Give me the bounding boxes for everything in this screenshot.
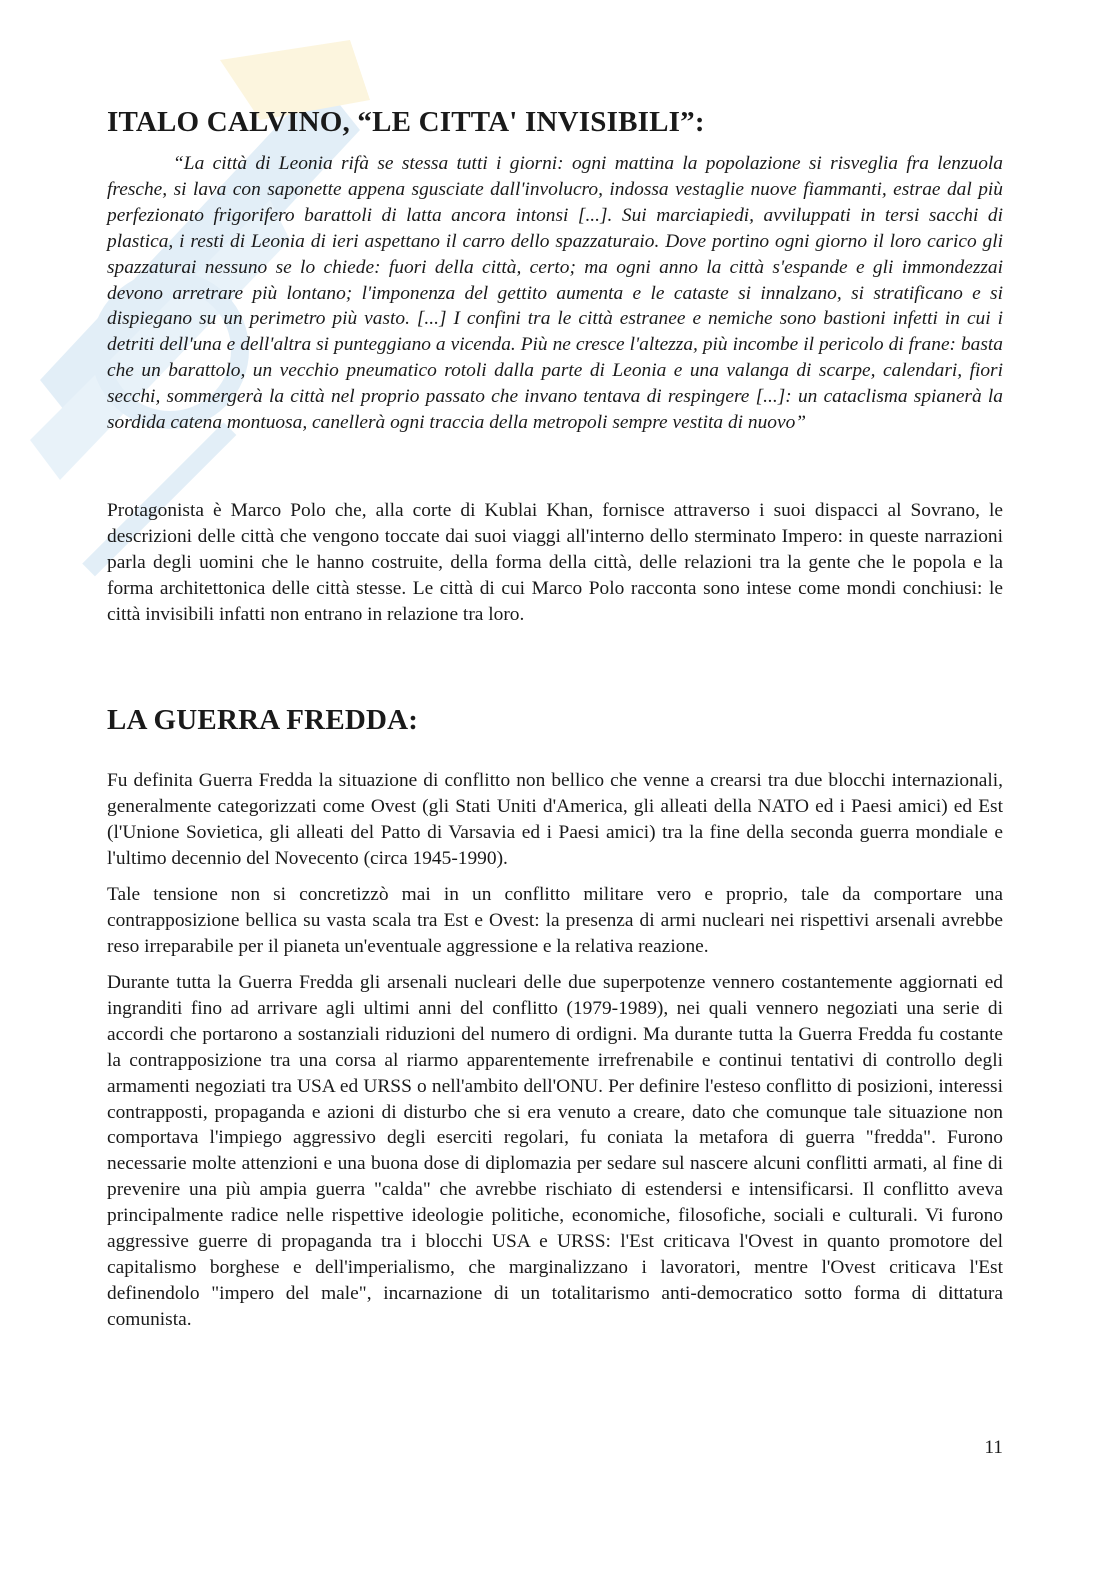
guerra-fredda-paragraph-2: Tale tensione non si concretizzò mai in un conflitto militare vero e proprio, tale da comportare una contrapposizione bellica su vasta scala tra Est e Ovest: la presenza di armi nucleari nei rispettivi arsenali avrebbe reso irreparabile per il pianeta un'eventuale aggressione e la relativa reazione. — [107, 884, 1003, 957]
page-number: 11 — [984, 1437, 1003, 1458]
guerra-fredda-paragraph-1: Fu definita Guerra Fredda la situazione di conflitto non bellico che venne a crearsi tra due blocchi internazionali, generalmente categorizzati come Ovest (gli Stati Uniti d'America, gli alleati della NATO ed i Paesi amici) ed Est (l'Unione Sovietica, gli alleati del Patto di Varsavia ed i Paesi amici) tra la fine della seconda guerra mondiale e l'ultimo decennio del Novecento (circa 1945-1990). — [107, 770, 1003, 869]
calvino-paragraph: Protagonista è Marco Polo che, alla corte di Kublai Khan, fornisce attraverso i suoi dispacci al Sovrano, le descrizioni delle città che vengono toccate dai suoi viaggi all'interno dello sterminato Impero: in queste narrazioni parla degli uomini che le hanno costruite, della forma della città, delle relazioni tra la gente che le popola e la forma architettonica delle città stesse. Le città di cui Marco Polo racconta sono intese come mondi conchiusi: le città invisibili infatti non entrano in relazione tra loro. — [107, 500, 1003, 625]
calvino-quote: “La città di Leonia rifà se stessa tutti i giorni: ogni mattina la popolazione si risveglia fra lenzuola fresche, si lava con saponette appena sgusciate dall'involucro, indossa vestaglie nuove fiammanti, estrae dal più perfezionato frigorifero barattoli di latta ancora intonsi [...]. Sui marciapiedi, avviluppati in tersi sacchi di plastica, i resti di Leonia di ieri aspettano il carro dello spazzaturaio. Dove portino ogni giorno il loro carico gli spazzaturai nessuno se lo chiede: fuori della città, certo; ma ogni anno la città s'espande e gli immondezzai devono arretrare più lontano; l'imponenza del gettito aumenta e le cataste si innalzano, si stratificano e si dispiegano su un perimetro più vasto. [...] I confini tra le città estranee e nemiche sono bastioni infetti in cui i detriti dell'una e dell'altra si punteggiano a vicenda. Più ne cresce l'altezza, più incombe il pericolo di frane: basta che un barattolo, un vecchio pneumatico rotoli dalla parte di Leonia e una valanga di scarpe, calendari, fiori secchi, sommergerà la città nel proprio passato che invano tentava di respingere [...]: un cataclisma spianerà la sordida catena montuosa, canellerà ogni traccia della metropoli sempre vestita di nuovo” — [107, 153, 1003, 434]
guerra-fredda-paragraph-3: Durante tutta la Guerra Fredda gli arsenali nucleari delle due superpotenze vennero costantemente aggiornati ed ingranditi fino ad arrivare agli ultimi anni del conflitto (1979-1989), nei quali vennero negoziati una serie di accordi che portarono a sostanziali riduzioni del numero di ordigni. Ma durante tutta la Guerra Fredda fu costante la contrapposizione tra una corsa al riarmo apparentemente irrefrenabile e continui tentativi di controllo degli armamenti negoziati tra USA ed URSS o nell'ambito dell'ONU. Per definire l'esteso conflitto di posizioni, interessi contrapposti, propaganda e azioni di disturbo che si era venuto a creare, dato che comunque tale situazione non comportava l'impiego aggressivo degli eserciti regolari, fu coniata la metafora di guerra "fredda". Furono necessarie molte attenzioni e una buona dose di diplomazia per sedare sul nascere alcuni conflitti armati, al fine di prevenire una più ampia guerra "calda" che avrebbe rischiato di estendersi e intensificarsi. Il conflitto aveva principalmente radice nelle rispettive ideologie politiche, economiche, filosofiche, sociali e culturali. Vi furono aggressive guerre di propaganda tra i blocchi USA e URSS: l'Est criticava l'Ovest in quanto promotore del capitalismo borghese e dell'imperialismo, che marginalizzano i lavoratori, mentre l'Ovest criticava l'Est definendolo "impero del male", incarnazione di un totalitarismo anti-democratico sotto forma di dittatura comunista. — [107, 972, 1003, 1330]
document-page — [107, 0, 1003, 1579]
section-title-calvino: ITALO CALVINO, “LE CITTA' INVISIBILI”: — [107, 106, 705, 138]
section-title-guerra-fredda: LA GUERRA FREDDA: — [107, 704, 419, 736]
